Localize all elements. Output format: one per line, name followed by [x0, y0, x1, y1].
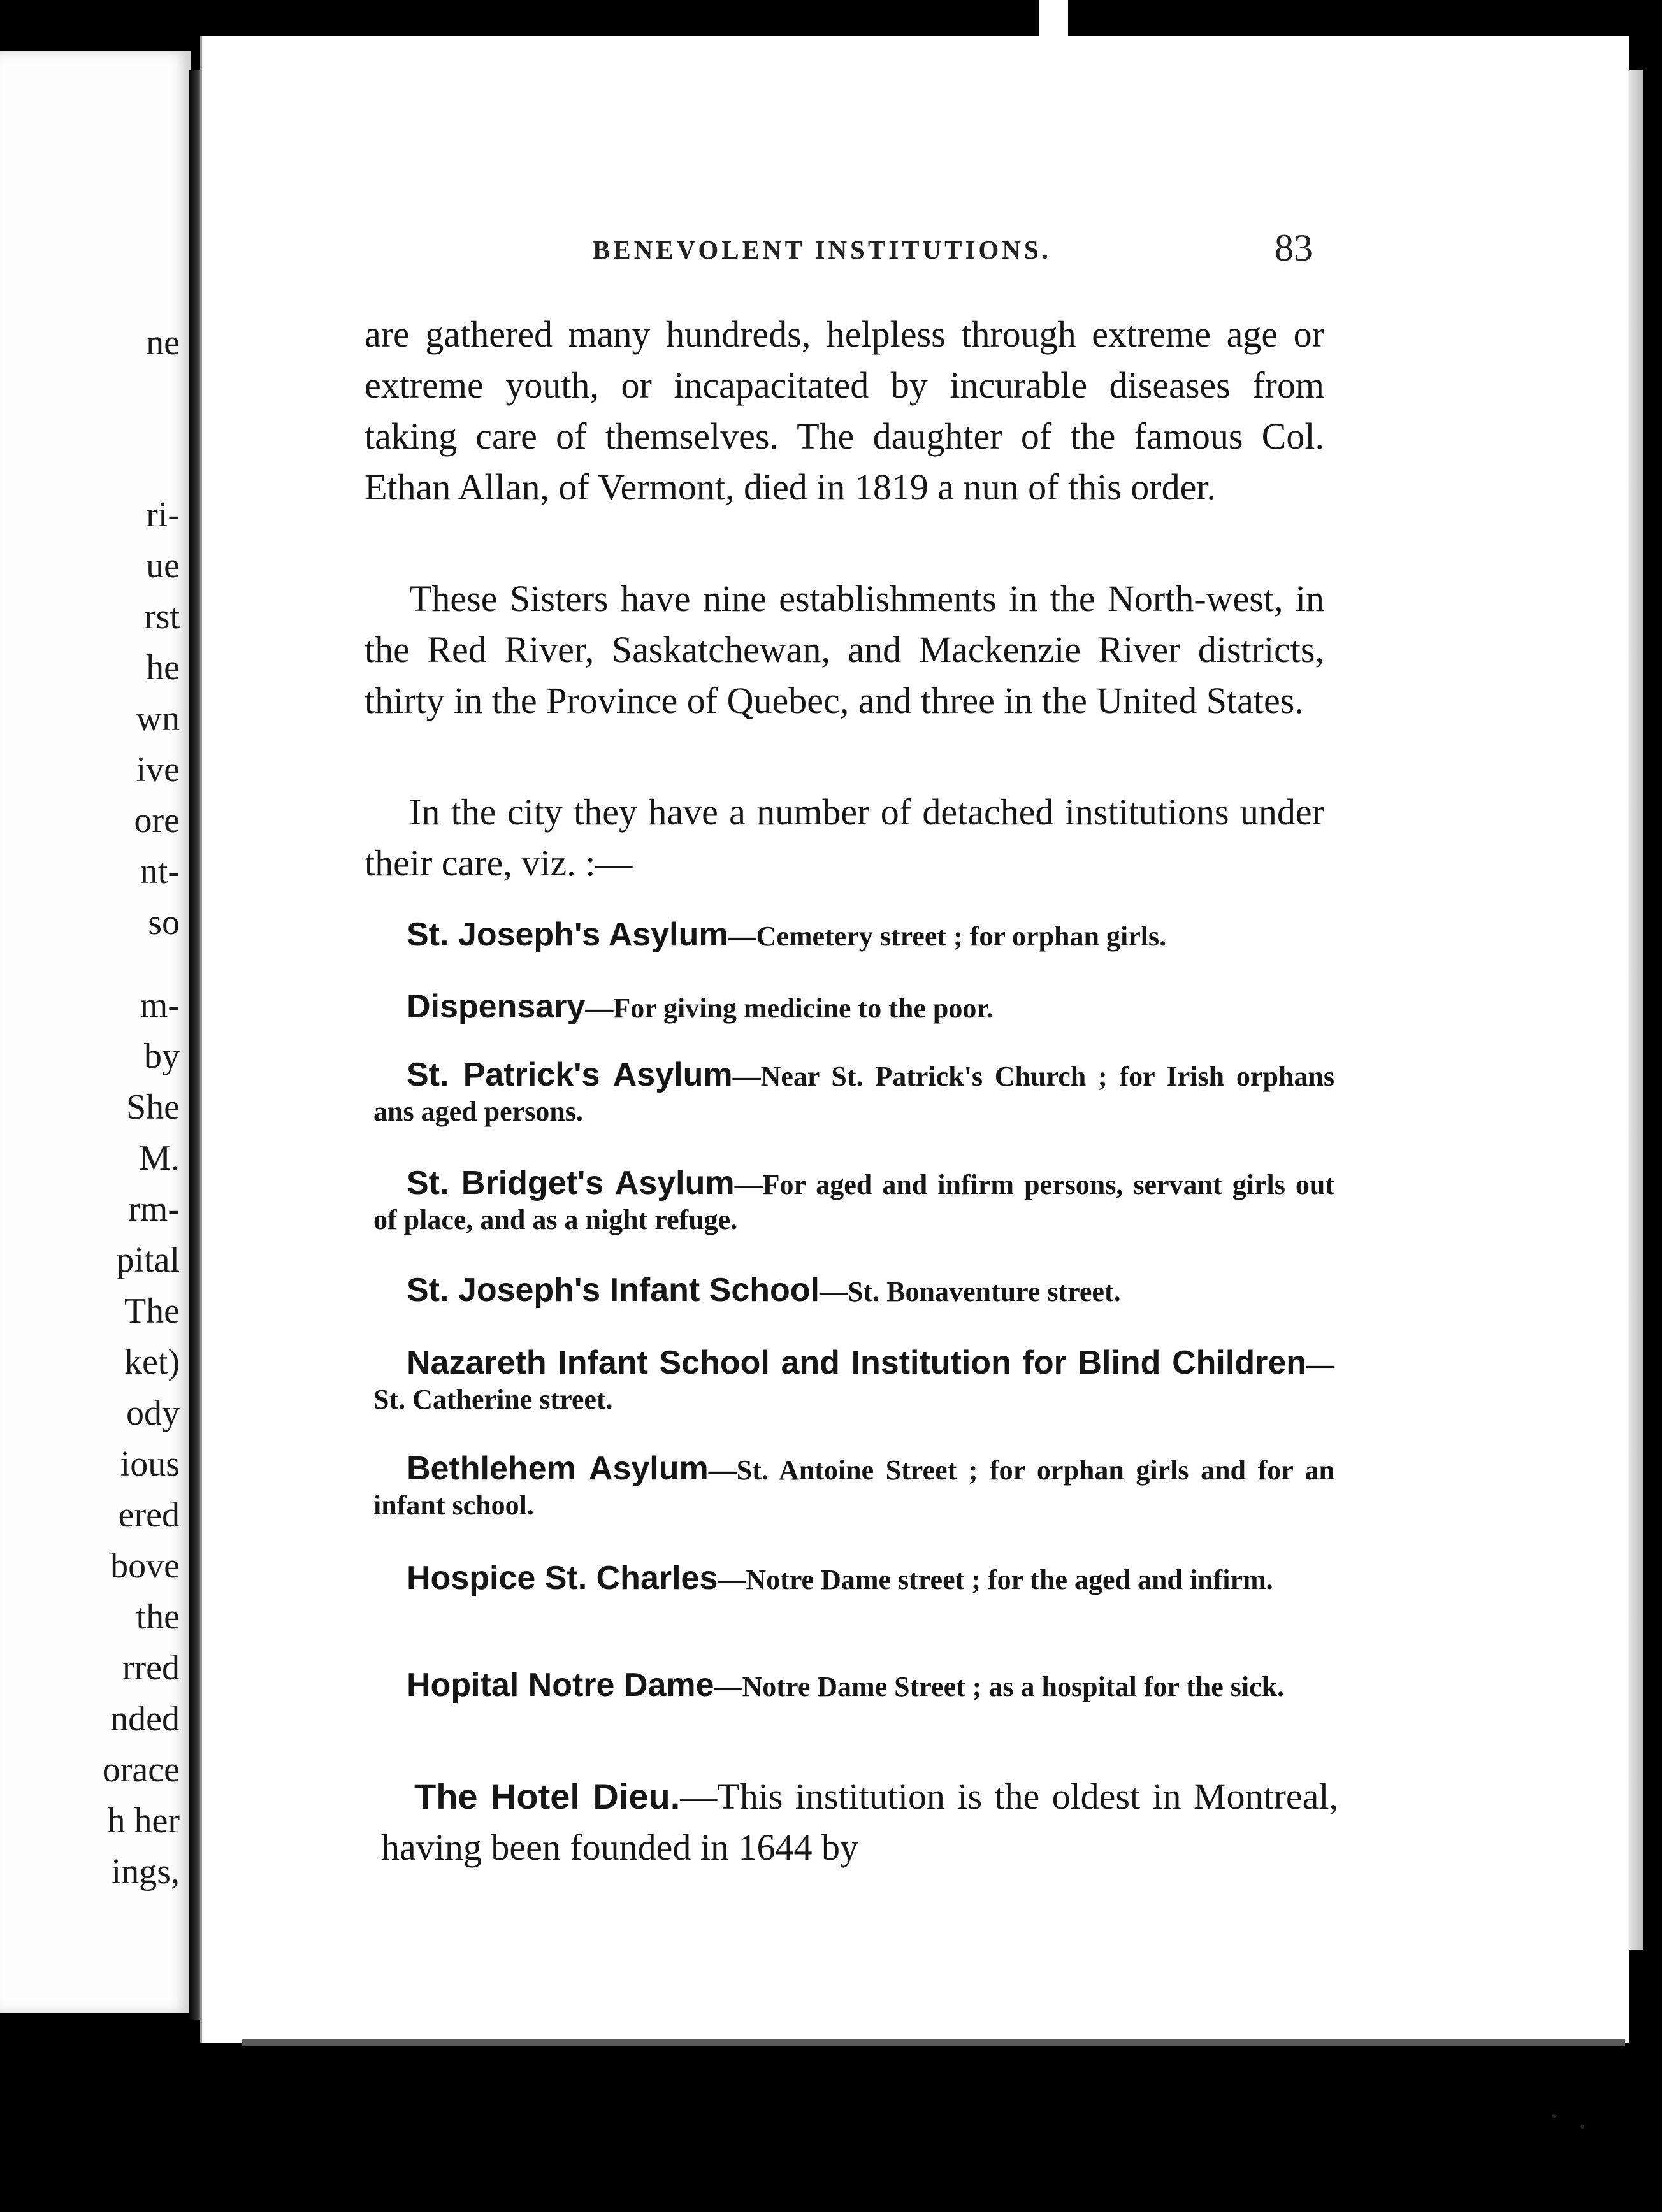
institution-name: St. Patrick's Asylum	[407, 1056, 733, 1093]
institution-name: The Hotel Dieu.	[414, 1776, 681, 1816]
institution-name: Nazareth Infant School and Institution for Blind Children	[407, 1344, 1306, 1381]
institution-description: —Near St. Patrick's Church ; for Irish orphans ans aged persons.	[373, 1061, 1334, 1127]
left-page-text-fragment: ket)	[124, 1342, 180, 1382]
institution-entry	[373, 1451, 1334, 1523]
institution-name: St. Joseph's Asylum	[407, 916, 728, 953]
page-edges	[1628, 70, 1643, 1950]
institution-name: St. Joseph's Infant School	[407, 1272, 820, 1309]
left-page-text-fragment: M.	[139, 1138, 180, 1178]
institution-name: Bethlehem Asylum	[407, 1450, 709, 1487]
left-page-text-fragment: ered	[118, 1495, 180, 1535]
left-page-text-fragment: m-	[140, 986, 180, 1025]
institution-entry	[373, 1561, 1334, 1597]
left-page-text-fragment: rm-	[128, 1189, 180, 1229]
institution-description: —Notre Dame street ; for the aged and infirm.	[718, 1564, 1273, 1595]
left-page-text-fragment: orace	[102, 1750, 180, 1790]
left-page-text-fragment: ive	[136, 750, 180, 789]
institution-description: —For giving medicine to the poor.	[585, 993, 994, 1024]
institution-description: —Cemetery street ; for orphan girls.	[728, 921, 1167, 952]
institution-name: Hospice St. Charles	[407, 1560, 718, 1597]
institution-entry	[373, 1346, 1334, 1417]
institution-description: —St. Antoine Street ; for orphan girls and for an infant school.	[373, 1454, 1334, 1521]
running-head: BENEVOLENT INSTITUTIONS.	[593, 235, 1051, 264]
page-bottom-edge	[242, 2039, 1625, 2046]
left-page-text-fragment: pital	[116, 1240, 180, 1280]
institution-description: —St. Bonaventure street.	[820, 1276, 1121, 1307]
left-page-text-fragment: by	[144, 1037, 180, 1076]
paragraph: In the city they have a number of detached institutions under their care, viz. :—	[365, 791, 1324, 884]
institution-entry	[373, 1668, 1334, 1704]
left-page-text-fragment: ody	[126, 1393, 180, 1433]
paragraph: are gathered many hundreds, helpless through extreme age or extreme youth, or incapacitated by incurable diseases from taking care of themselves. The daughter of the famous Col. Ethan Allan, of Vermont, died in 1819 a nun of this order.	[365, 313, 1324, 508]
left-page-text-fragment: nt-	[140, 852, 180, 891]
left-page-text-fragment: ious	[120, 1444, 180, 1484]
left-page-text-fragment: ore	[134, 801, 180, 840]
left-page-text-fragment: ri-	[146, 495, 180, 535]
institution-description: —For aged and infirm persons, servant girls out of place, and as a night refuge.	[373, 1169, 1334, 1235]
left-page-text-fragment: ne	[146, 323, 180, 363]
left-page-text-fragment: rst	[144, 597, 180, 636]
left-page-text-fragment: h her	[107, 1801, 180, 1841]
institution-entry	[373, 1166, 1334, 1237]
left-page-text-fragment: The	[124, 1291, 180, 1331]
scan-speck	[1580, 2125, 1584, 2129]
institution-entry	[373, 989, 1334, 1026]
left-page-text-fragment: bove	[110, 1546, 180, 1586]
institution-entry	[373, 917, 1334, 954]
left-page-text-fragment: nded	[110, 1699, 180, 1739]
left-page-text-fragment: so	[148, 903, 180, 942]
institution-name: St. Bridget's Asylum	[407, 1165, 735, 1202]
institution-name: Dispensary	[407, 988, 586, 1025]
institution-entry	[373, 1273, 1334, 1309]
left-page-text-fragment: ue	[146, 546, 180, 585]
page-number: 83	[1275, 227, 1313, 269]
institution-name: Hopital Notre Dame	[407, 1667, 714, 1704]
institution-entry	[373, 1058, 1334, 1129]
left-page-text-fragment: rred	[122, 1648, 180, 1688]
paragraph: These Sisters have nine establishments in the North-west, in the Red River, Saskatchewan, and Mackenzie River districts, thirty in the Province of Quebec, and three in the United States.	[365, 578, 1324, 721]
scan-speck	[1552, 2114, 1557, 2118]
left-page-text-fragment: She	[126, 1088, 180, 1127]
page-top-edge	[1039, 0, 1068, 38]
left-page-text-fragment: he	[146, 648, 180, 687]
left-page	[0, 51, 191, 2013]
institution-description: —Notre Dame Street ; as a hospital for the sick.	[714, 1671, 1285, 1702]
left-page-text-fragment: ings,	[111, 1852, 180, 1892]
left-page-text-fragment: wn	[136, 699, 180, 738]
paragraph: The Hotel Dieu.—This institution is the oldest in Montreal, having been founded in 1644 by	[381, 1776, 1339, 1868]
left-page-text-fragment: the	[136, 1597, 180, 1637]
institution-description: —St. Catherine street.	[373, 1349, 1334, 1415]
